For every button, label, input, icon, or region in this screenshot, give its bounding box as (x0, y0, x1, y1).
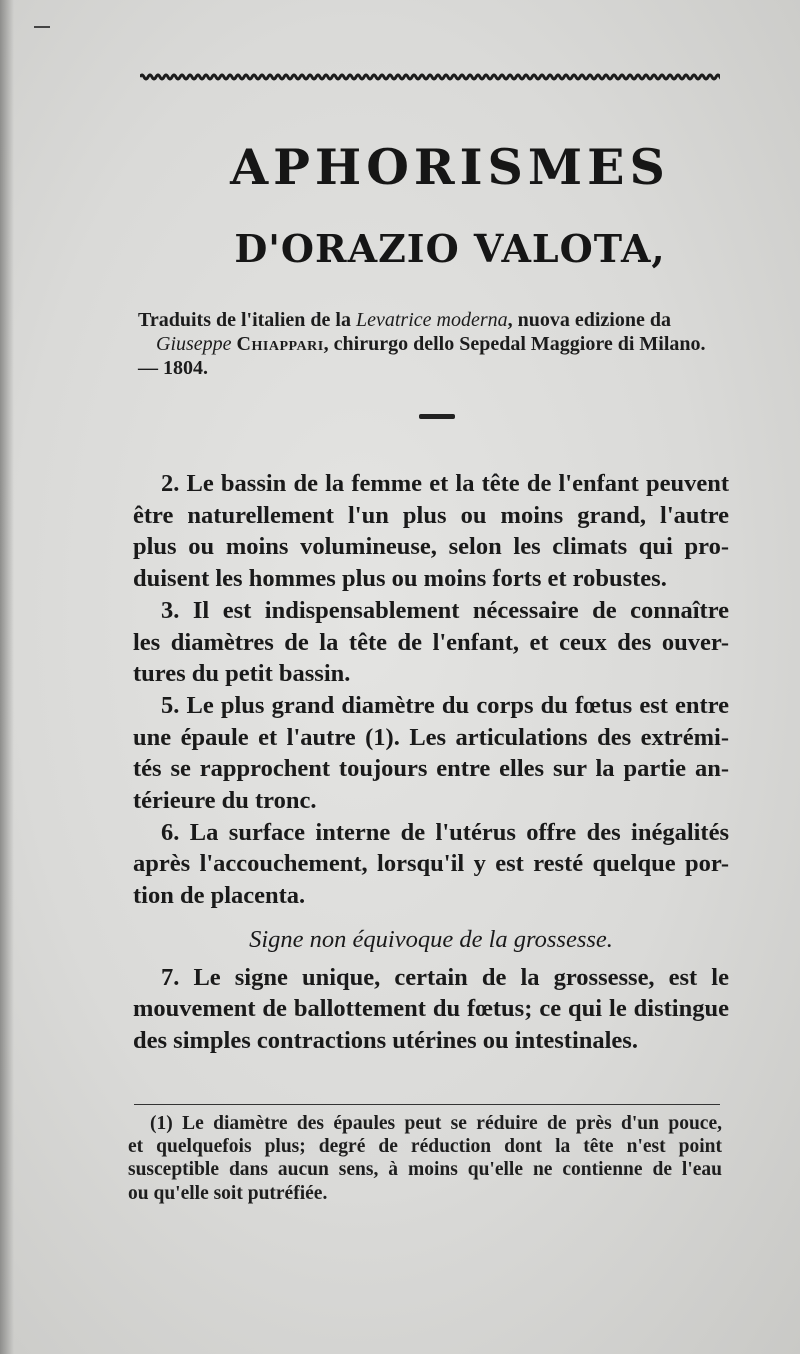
page-corner-mark (34, 26, 50, 28)
source-line-1: Traduits de l'italien de la Levatrice moderna, nuova edizione da (138, 309, 671, 331)
footnote-rule (134, 1104, 720, 1105)
header-ornamental-rule (140, 70, 720, 84)
page-subtitle: D'ORAZIO VALOTA, (234, 226, 666, 271)
footnote-line: susceptible dans aucun sens, à moins qu'elle ne contienne de l'eau (128, 1159, 722, 1181)
footnote-line: (1) Le diamètre des épaules peut se réduire de près d'un pouce, (150, 1113, 722, 1134)
text-line: 6. La surface interne de l'utérus offre des inégalités (161, 818, 729, 846)
footnote-line: ou qu'elle soit putréfiée. (128, 1182, 328, 1204)
aphorisms-body (133, 468, 729, 1057)
aphorism-5 (133, 690, 729, 817)
source-note (138, 308, 730, 380)
section-separator-dash (419, 414, 455, 419)
text-line: des simples contractions utérines ou intestinales. (133, 1026, 638, 1054)
text-line: duisent les hommes plus ou moins forts et robustes. (133, 565, 667, 593)
text-line: tion de placenta. (133, 882, 306, 910)
text-line: 7. Le signe unique, certain de la grossesse, est le (161, 963, 729, 991)
text-line: être naturellement l'un plus ou moins grand, l'autre (133, 501, 729, 529)
section-heading: Signe non équivoque de la grossesse. (249, 925, 613, 953)
aphorism-7 (133, 962, 729, 1057)
text-line: tés se rapprochent toujours entre elles sur la partie an- (133, 755, 729, 783)
text-line: tures du petit bassin. (133, 660, 351, 688)
text-line: après l'accouchement, lorsqu'il y est resté quelque por- (133, 850, 729, 878)
text-line: 2. Le bassin de la femme et la tête de l'enfant peuvent (161, 470, 729, 497)
text-line: térieure du tronc. (133, 787, 317, 815)
footnote-line: et quelquefois plus; degré de réduction dont la tête n'est point (128, 1136, 722, 1158)
aphorism-6 (133, 817, 729, 912)
source-line-2: Giuseppe Chiappari, chirurgo dello Sepedal Maggiore di Milano. (156, 333, 706, 355)
aphorism-3 (133, 595, 729, 690)
page-title: APHORISMES (230, 138, 670, 196)
text-line: 3. Il est indispensablement nécessaire de connaître (161, 596, 729, 624)
text-line: 5. Le plus grand diamètre du corps du fœtus est entre (161, 691, 729, 719)
text-line: mouvement de ballottement du fœtus; ce qui le distingue (133, 995, 729, 1023)
source-line-3: — 1804. (138, 357, 208, 379)
aphorism-2 (133, 468, 729, 595)
page-binding-shadow (0, 0, 14, 1354)
text-line: les diamètres de la tête de l'enfant, et ceux des ouver- (133, 628, 729, 656)
text-line: une épaule et l'autre (1). Les articulations des extrémi- (133, 723, 729, 751)
text-line: plus ou moins volumineuse, selon les climats qui pro- (133, 533, 729, 561)
footnote (128, 1112, 722, 1205)
